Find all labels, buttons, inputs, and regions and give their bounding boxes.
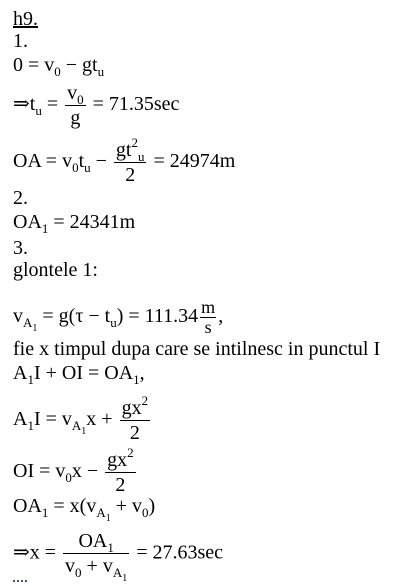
equation-a1i: $A_1I = v_{A_1}x$ + $\frac{gx^2}{2}$ (13, 393, 149, 444)
oa1-result: = 24341m (53, 211, 136, 233)
section-number-2: 2. (13, 187, 28, 209)
x-result: = 27.63sec (136, 541, 224, 564)
equation-oa1-sum: $OA_1 = x(v_{A_1} + v_0)$ (13, 495, 156, 524)
equation-velocity-a1: $v_{A_1} = g(\tau - t_u) = 111.34$ $\frac{m}{s}$ , (13, 297, 224, 337)
bullet-label: glontele 1: (13, 259, 98, 281)
problem-title: h9. (13, 8, 38, 30)
oa-result: = 24974m (153, 150, 236, 173)
unit-seconds: s (204, 317, 212, 337)
solution-document (13, 0, 403, 586)
equation-oa1-value: $OA_1 = 24341m$ (13, 211, 136, 236)
equation-sum: $A_1I$ + OI = $OA_1$, (13, 362, 145, 387)
time-up-result: = 71.35sec (92, 93, 180, 116)
equation-oi: OI = $v_0x$ − $\frac{gx^2}{2}$ (13, 445, 134, 496)
meeting-sentence: fie x timpul dupa care se intilnesc in punctul I (13, 338, 381, 360)
section-number-1: 1. (13, 30, 28, 52)
section-number-3: 3. (13, 237, 28, 259)
velocity-a1-result: = 111.34 (128, 305, 199, 328)
unit-meters: m (201, 297, 216, 317)
equation-time-up: $\Rightarrow t_u$ = $\frac{v_0}{g}$ = 71.35sec (13, 82, 180, 129)
cut-off-line (13, 580, 27, 585)
equation-velocity-zero: $0 = v_0 - gt_u$ (13, 54, 105, 79)
equation-oa-distance: OA = $v_0t_u$ − $\frac{gt^2_u}{2}$ = 24974m (13, 135, 236, 186)
equation-x-time: ⇒x = $\frac{OA_1}{v_0 + v_{A_1}}$ = 27.63sec (13, 530, 224, 584)
